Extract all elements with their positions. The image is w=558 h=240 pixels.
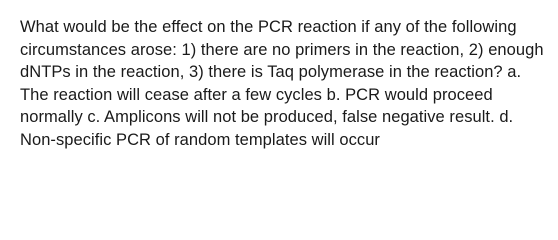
question-text: What would be the effect on the PCR reaction if any of the following circumstances arose: 1) there are no primers in the reaction, 2) enough dNTPs in the reaction, 3) there is Taq polymerase in the reaction? a. The reaction will cease after a few cycles b. PCR would proceed normally c. Amplicons will not be produced, false negative result. d. Non-specific PCR of random templates will occur (20, 18, 544, 149)
